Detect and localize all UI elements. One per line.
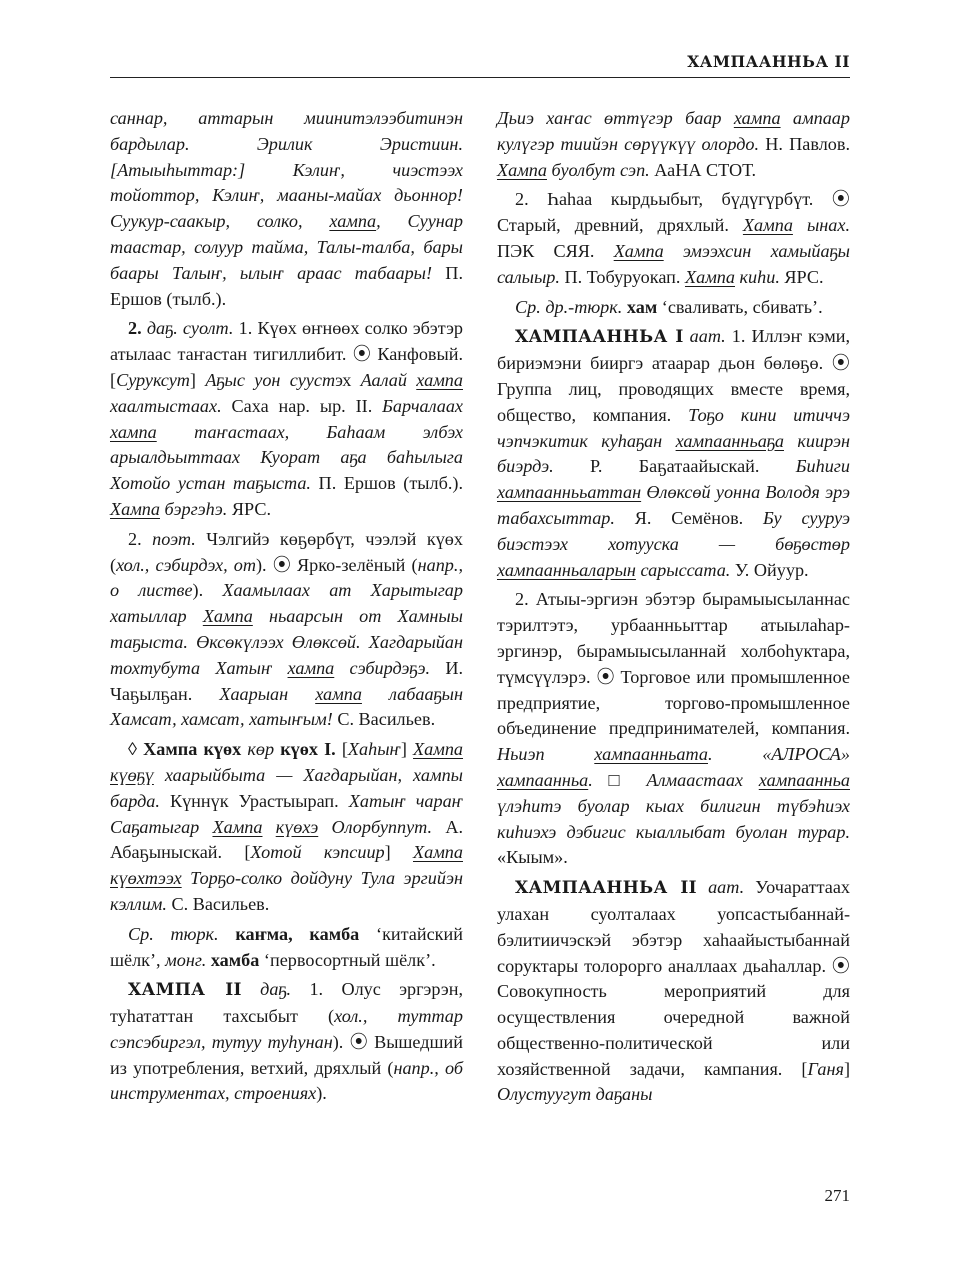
entry-paragraph: Ср. тюрк. каҥма, камба ‘китайский шёлк’, монг. хамба ‘первосортный шёлк’. [110,923,463,970]
header-rule [110,77,850,78]
page-number: 271 [824,1186,850,1205]
entry-paragraph: 2. Һаһаа кырдьыбыт, бүдүгүрбүт. ⦿ Старый, древний, дряхлый. Хампа ынах. ПЭК СЯЯ. Хампа эмээхсин хамыйаҕы салыыр. П. Тобуруокап. Хампа киһи. ЯРС. [497,189,851,287]
entry-paragraph: ХАМПААННЬА I аат. 1. Иллэҥ кэми, бириэмэни бииргэ атаарар дьон бөлөҕө. ⦿ Группа лиц, проводящих вместе время, общество, компания. Тоҕо кини итиччэ чэпчэкитик куһаҕан хампаанньаҕа киирэн биэрдэ. Р. Баҕатаайыскай. Биһиги хампааннььаттан Өлөксөй уонна Володя эрэ табахсыттар. Я. Семёнов. Бу сууруэ биэстээх хотууска — бөҕөстөр хампаанньаларын сарыссата. У. Ойуур. [497,326,850,580]
running-head: ХАМПААННЬА II [687,52,850,71]
entry-paragraph: 2. поэт. Чэлгийэ көҕөрбүт, чээлэй күөх (хол., сэбирдэх, от). ⦿ Ярко-зелёный (напр., о листве). Хаамылаах ат Харытыгар хатыллар Хампа ньаарсын от Хамныы таҕыста. Өксөкүлээх Өлөксөй. Хагдарыйан тохтубута Хатыҥ хампа сэбирдэҕэ. И. Чаҕылҕан. Хаарыан хампа лабааҕын Хамсат, хамсат, хатыҥым! С. Васильев. [110,528,464,730]
entry-paragraph: Ср. др.-тюрк. хам ‘сваливать, сбивать’. [515,296,823,317]
entry-paragraph: саннар, аттарын миинитэлээбитинэн бардылар. Эрилик Эристиин. [Атыыһыттар:] Кэлиҥ, чиэстээх тойоттор, Кэлиҥ, мааны-майах дьоннор! Суукур-саакыр, солко, хампа, Суунар таастар, солуур тайма, Талы-талба, бары баары Талыҥ, ылыҥ араас табаары! П. Ершов (тылб.). [110,108,463,309]
entry-paragraph: 2. даҕ. суолт. 1. Күөх өҥнөөх солко эбэтэр атылаас таҥастан тигиллибит. ⦿ Канфовый. [Суруксут] Аҕыс уон суустэх Аалай хампа хаалтыстаах. Саха нар. ыр. II. Барчалаах хампа таҥастаах, Баһаам элбэх арыалдьыттаах Куорат аҕа баһылыга Хотойо устан таҕыста. П. Ершов (тылб.). Хампа бэргэһэ. ЯРС. [110,318,464,519]
entry-paragraph: ◊ Хампа күөх көр күөх I. [Хаһыҥ] Хампа күөҕү хаарыйбыта — Хагдарыйан, хампы барда. Күннүк Урастыырап. Хатыҥ чараҥ Саҕатыгар Хампа күөхэ Олорбуппут. А. Абаҕыныскай. [Хотой кэпсиир] Хампа күөхтээх Торҕо-солко дойдуну Тула эргийэн кэллим. С. Васильев. [110,739,464,914]
entry-paragraph: ХАМПА II даҕ. 1. Олус эргэрэн, туһататтан тахсыбыт (хол., туттар сэпсэбиргэл, тутуу туһунан). ⦿ Вышедший из употребления, ветхий, дряхлый (напр., об инструментах, строениях). [110,979,464,1104]
left-column [110,106,463,1111]
entry-paragraph: ХАМПААННЬА II аат. Уочараттаах улахан суолталаах уопсастыбаннай-бэлитиичэскэй эбэтэр хаһаайыстыбаннай соруктары толорорго аналлаах дьаһаллар. ⦿ Совокупность мероприятий для осуществления очередной важной общественно-политической или хозяйственной задачи, кампания. [Ганя] Олустуугут даҕаны [497,877,851,1105]
right-column [497,106,850,1112]
entry-paragraph: 2. Атыы-эргиэн эбэтэр бырамыысыланнас тэрилтэтэ, урбаанньыттар атыылаһар-эргинэр, бырамыысыланнай холбоһуктара, түмсүүлэрэ. ⦿ Торговое или промышленное предприятие, торгово-промышленное объединение предпринимателей, компания. Ньиэп хампаанньата. «АЛРОСА» хампаанньа. □ Алмаастаах хампаанньа үлэһитэ буолар кыах билигин түбэһиэх киһиэхэ дэбигис кыаллыбат буолан турар. «Кыым». [497,589,850,868]
entry-paragraph: Дьиэ хаҥас өттүгэр баар хампа ампаар кулүгэр тиийэн сөрүүкүү олордо. Н. Павлов. Хампа буолбут сэп. АаНА СТОТ. [497,108,850,180]
